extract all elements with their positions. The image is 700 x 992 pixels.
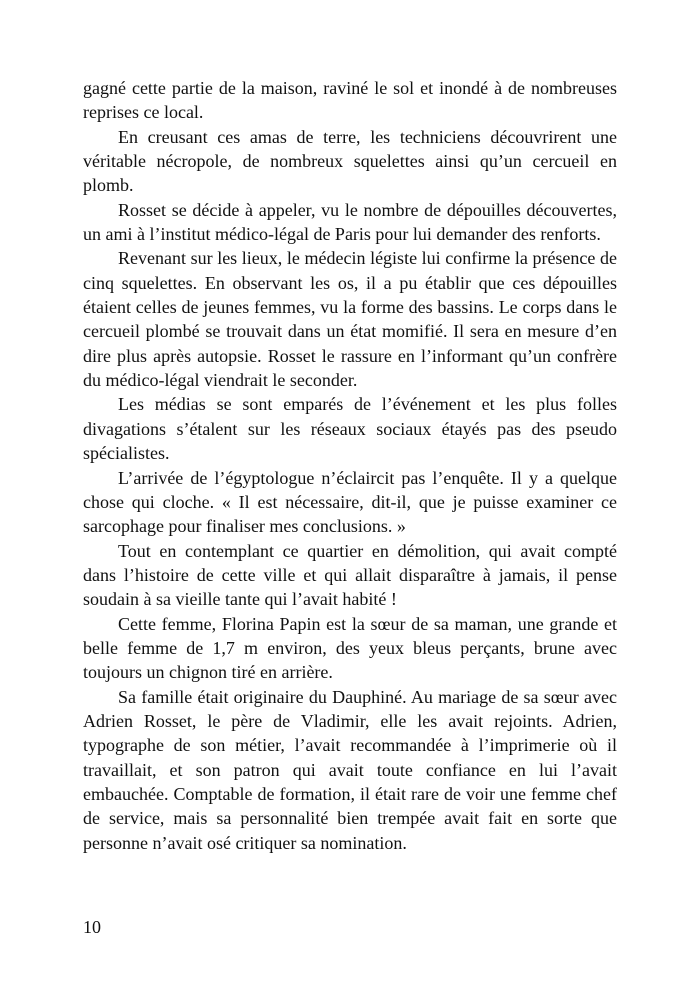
page-number: 10 xyxy=(83,917,101,937)
paragraph-9: Sa famille était originaire du Dauphiné. Au mariage de sa sœur avec Adrien Rosset, le père de Vladimir, elle les avait rejoints. Adrien, typographe de son métier, l’avait recommandée à l’imprimerie où il travaillait, et son patron qui avait toute confiance en lui l’avait embauchée. Comptable de formation, il était rare de voir une femme chef de service, mais sa personnalité bien trempée avait fait en sorte que personne n’avait osé critiquer sa nomination. xyxy=(83,686,617,853)
paragraph-1: gagné cette partie de la maison, raviné le sol et inondé à de nombreuses reprises ce local. xyxy=(83,78,617,123)
paragraph-8: Cette femme, Florina Papin est la sœur de sa maman, une grande et belle femme de 1,7 m environ, des yeux bleus perçants, brune avec toujours un chignon tiré en arrière. xyxy=(83,613,617,683)
body-text xyxy=(83,76,617,855)
paragraph-7: Tout en contemplant ce quartier en démolition, qui avait compté dans l’histoire de cette ville et qui allait disparaître à jamais, il pense soudain à sa vieille tante qui l’avait habité ! xyxy=(83,540,617,610)
paragraph-6: L’arrivée de l’égyptologue n’éclaircit pas l’enquête. Il y a quelque chose qui cloche. « Il est nécessaire, dit-il, que je puisse examiner ce sarcophage pour finaliser mes conclusions. » xyxy=(83,467,617,537)
paragraph-3: Rosset se décide à appeler, vu le nombre de dépouilles découvertes, un ami à l’institut médico-légal de Paris pour lui demander des renforts. xyxy=(83,199,617,245)
paragraph-2: En creusant ces amas de terre, les techniciens découvrirent une véritable nécropole, de nombreux squelettes ainsi qu’un cercueil en plomb. xyxy=(83,126,617,196)
paragraph-4: Revenant sur les lieux, le médecin légiste lui confirme la présence de cinq squelettes. En observant les os, il a pu établir que ces dépouilles étaient celles de jeunes femmes, vu la forme des bassins. Le corps dans le cercueil plombé se trouvait dans un état momifié. Il sera en mesure d’en dire plus après autopsie. Rosset le rassure en l’informant qu’un confrère du médico-légal viendrait le seconder. xyxy=(83,248,617,391)
paragraph-5: Les médias se sont emparés de l’événement et les plus folles divagations s’étalent sur les réseaux sociaux étayés pas des pseudo spécialistes. xyxy=(83,394,617,464)
